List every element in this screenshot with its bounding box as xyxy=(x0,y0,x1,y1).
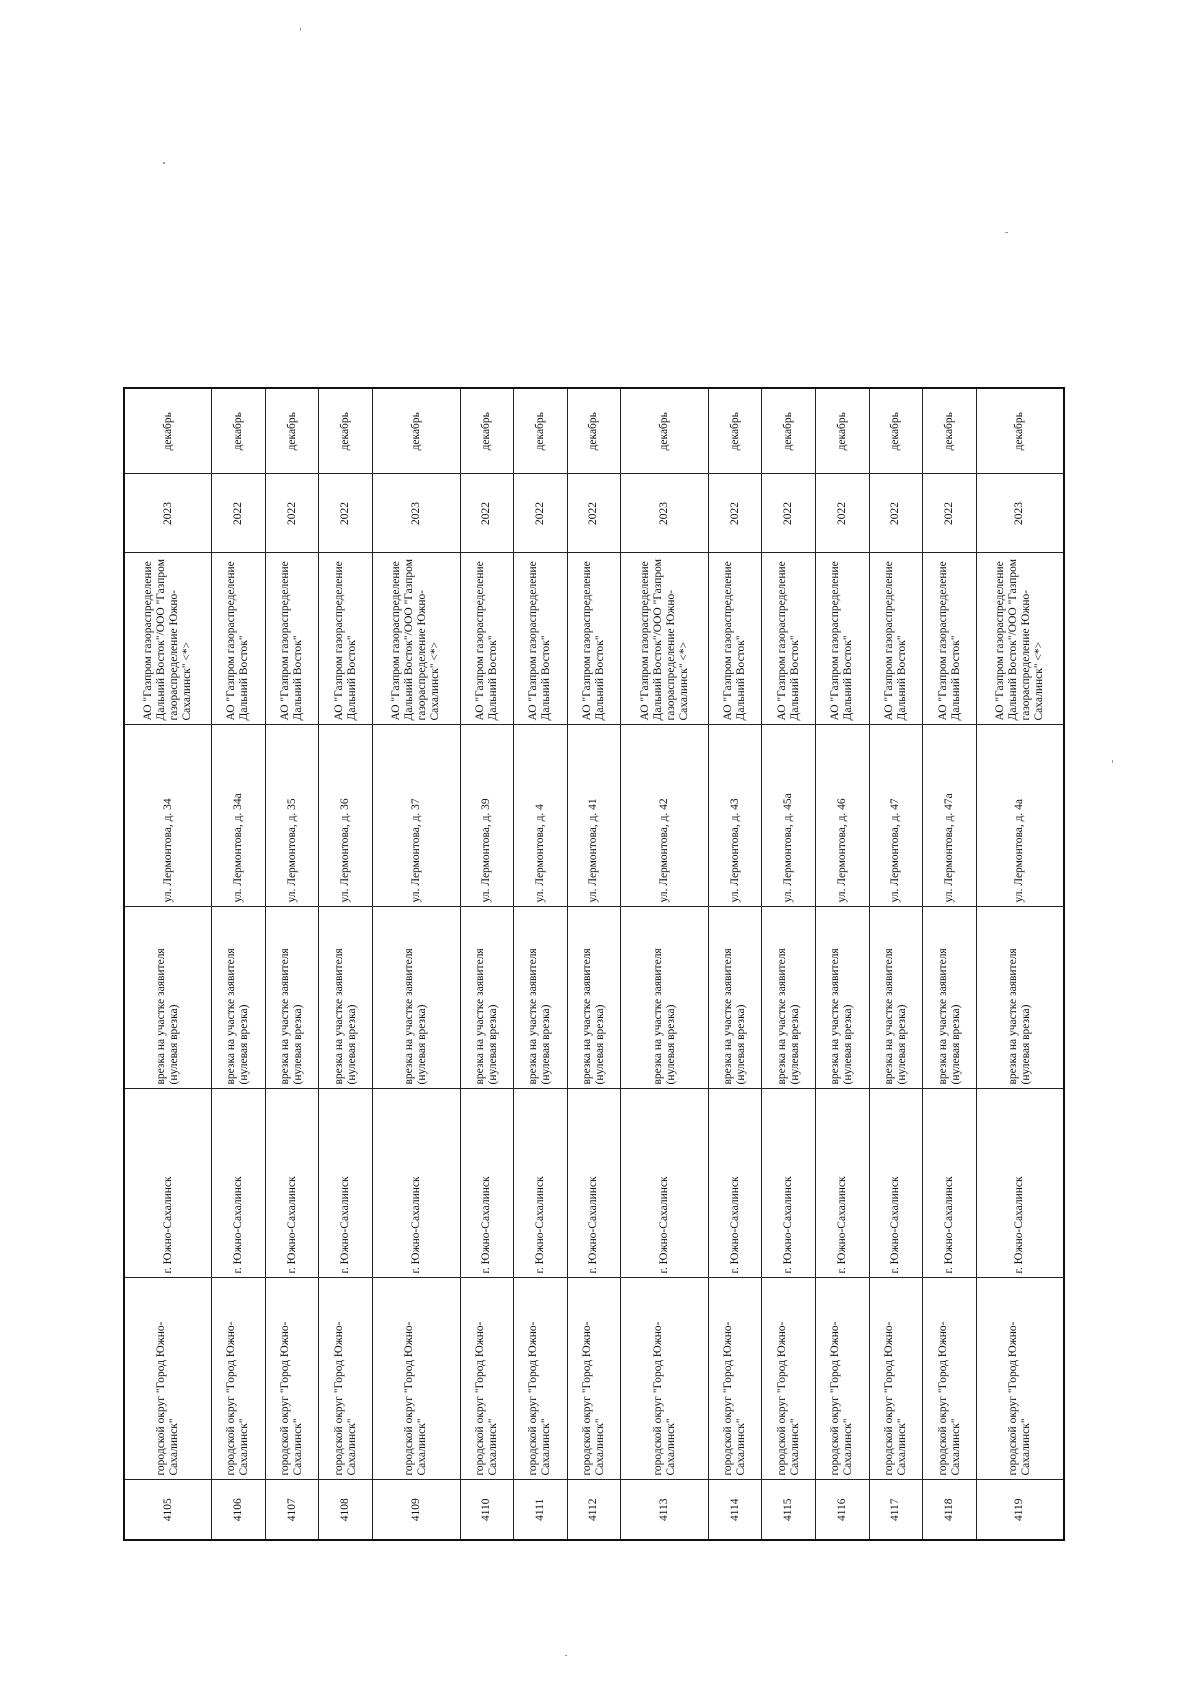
table-row xyxy=(923,388,977,1540)
district-cell: городской округ "Город Южно-Сахалинск" xyxy=(762,1278,816,1480)
month-cell: декабрь xyxy=(514,388,568,474)
connection-type-cell: врезка на участке заявителя (нулевая врезка) xyxy=(212,907,266,1089)
city-cell: г. Южно-Сахалинск xyxy=(816,1089,870,1278)
month-cell: декабрь xyxy=(124,388,212,474)
district-cell: городской округ "Город Южно-Сахалинск" xyxy=(816,1278,870,1480)
city-cell: г. Южно-Сахалинск xyxy=(869,1089,923,1278)
row-number: 4116 xyxy=(816,1480,870,1540)
year-cell: 2022 xyxy=(762,474,816,553)
address-cell: ул. Лермонтова, д. 36 xyxy=(319,725,373,907)
organization-cell: АО "Газпром газораспределение Дальний Восток" xyxy=(265,553,319,725)
table-row xyxy=(212,388,266,1540)
row-number: 4106 xyxy=(212,1480,266,1540)
address-cell: ул. Лермонтова, д. 45а xyxy=(762,725,816,907)
year-cell: 2022 xyxy=(816,474,870,553)
address-cell: ул. Лермонтова, д. 34а xyxy=(212,725,266,907)
organization-cell: АО "Газпром газораспределение Дальний Восток"/ООО "Газпром газораспределение Южно-Сахалинск" <*> xyxy=(372,553,460,725)
row-number: 4105 xyxy=(124,1480,212,1540)
city-cell: г. Южно-Сахалинск xyxy=(762,1089,816,1278)
district-cell: городской округ "Город Южно-Сахалинск" xyxy=(265,1278,319,1480)
month-cell: декабрь xyxy=(976,388,1064,474)
month-cell: декабрь xyxy=(923,388,977,474)
month-cell: декабрь xyxy=(460,388,514,474)
connection-type-cell: врезка на участке заявителя (нулевая врезка) xyxy=(621,907,709,1089)
city-cell: г. Южно-Сахалинск xyxy=(212,1089,266,1278)
connection-type-cell: врезка на участке заявителя (нулевая врезка) xyxy=(869,907,923,1089)
address-cell: ул. Лермонтова, д. 34 xyxy=(124,725,212,907)
organization-cell: АО "Газпром газораспределение Дальний Восток" xyxy=(816,553,870,725)
organization-cell: АО "Газпром газораспределение Дальний Восток" xyxy=(708,553,762,725)
year-cell: 2022 xyxy=(708,474,762,553)
row-number: 4111 xyxy=(514,1480,568,1540)
table-row xyxy=(460,388,514,1540)
connection-type-cell: врезка на участке заявителя (нулевая врезка) xyxy=(816,907,870,1089)
district-cell: городской округ "Город Южно-Сахалинск" xyxy=(319,1278,373,1480)
address-cell: ул. Лермонтова, д. 37 xyxy=(372,725,460,907)
table-row xyxy=(124,388,212,1540)
table-row xyxy=(976,388,1064,1540)
row-number: 4113 xyxy=(621,1480,709,1540)
organization-cell: АО "Газпром газораспределение Дальний Восток"/ООО "Газпром газораспределение Южно-Сахалинск" <*> xyxy=(621,553,709,725)
year-cell: 2023 xyxy=(124,474,212,553)
organization-cell: АО "Газпром газораспределение Дальний Восток"/ООО "Газпром газораспределение Южно-Сахалинск" <*> xyxy=(124,553,212,725)
row-number: 4109 xyxy=(372,1480,460,1540)
connection-type-cell: врезка на участке заявителя (нулевая врезка) xyxy=(976,907,1064,1089)
district-cell: городской округ "Город Южно-Сахалинск" xyxy=(976,1278,1064,1480)
district-cell: городской округ "Город Южно-Сахалинск" xyxy=(124,1278,212,1480)
month-cell: декабрь xyxy=(621,388,709,474)
address-cell: ул. Лермонтова, д. 41 xyxy=(567,725,621,907)
row-number: 4114 xyxy=(708,1480,762,1540)
connection-type-cell: врезка на участке заявителя (нулевая врезка) xyxy=(319,907,373,1089)
table-row xyxy=(372,388,460,1540)
scan-speck xyxy=(1005,232,1008,233)
table-row xyxy=(708,388,762,1540)
year-cell: 2022 xyxy=(460,474,514,553)
city-cell: г. Южно-Сахалинск xyxy=(923,1089,977,1278)
rotated-table-wrapper xyxy=(123,389,1065,1541)
city-cell: г. Южно-Сахалинск xyxy=(460,1089,514,1278)
year-cell: 2022 xyxy=(319,474,373,553)
table-row xyxy=(816,388,870,1540)
address-cell: ул. Лермонтова, д. 39 xyxy=(460,725,514,907)
scan-speck xyxy=(565,1655,567,1656)
city-cell: г. Южно-Сахалинск xyxy=(976,1089,1064,1278)
year-cell: 2023 xyxy=(621,474,709,553)
month-cell: декабрь xyxy=(816,388,870,474)
district-cell: городской округ "Город Южно-Сахалинск" xyxy=(869,1278,923,1480)
connection-type-cell: врезка на участке заявителя (нулевая врезка) xyxy=(762,907,816,1089)
connection-type-cell: врезка на участке заявителя (нулевая врезка) xyxy=(708,907,762,1089)
gasification-table xyxy=(123,387,1065,1541)
scan-speck xyxy=(1112,760,1113,763)
city-cell: г. Южно-Сахалинск xyxy=(124,1089,212,1278)
year-cell: 2022 xyxy=(869,474,923,553)
connection-type-cell: врезка на участке заявителя (нулевая врезка) xyxy=(265,907,319,1089)
organization-cell: АО "Газпром газораспределение Дальний Восток" xyxy=(923,553,977,725)
year-cell: 2022 xyxy=(212,474,266,553)
address-cell: ул. Лермонтова, д. 42 xyxy=(621,725,709,907)
table-row xyxy=(265,388,319,1540)
district-cell: городской округ "Город Южно-Сахалинск" xyxy=(621,1278,709,1480)
month-cell: декабрь xyxy=(708,388,762,474)
district-cell: городской округ "Город Южно-Сахалинск" xyxy=(567,1278,621,1480)
organization-cell: АО "Газпром газораспределение Дальний Восток" xyxy=(869,553,923,725)
row-number: 4115 xyxy=(762,1480,816,1540)
row-number: 4110 xyxy=(460,1480,514,1540)
district-cell: городской округ "Город Южно-Сахалинск" xyxy=(923,1278,977,1480)
connection-type-cell: врезка на участке заявителя (нулевая врезка) xyxy=(372,907,460,1089)
address-cell: ул. Лермонтова, д. 43 xyxy=(708,725,762,907)
month-cell: декабрь xyxy=(869,388,923,474)
district-cell: городской округ "Город Южно-Сахалинск" xyxy=(212,1278,266,1480)
year-cell: 2022 xyxy=(567,474,621,553)
organization-cell: АО "Газпром газораспределение Дальний Восток" xyxy=(567,553,621,725)
table-row xyxy=(514,388,568,1540)
month-cell: декабрь xyxy=(567,388,621,474)
scan-speck xyxy=(163,162,165,164)
connection-type-cell: врезка на участке заявителя (нулевая врезка) xyxy=(567,907,621,1089)
organization-cell: АО "Газпром газораспределение Дальний Восток" xyxy=(514,553,568,725)
connection-type-cell: врезка на участке заявителя (нулевая врезка) xyxy=(460,907,514,1089)
row-number: 4108 xyxy=(319,1480,373,1540)
city-cell: г. Южно-Сахалинск xyxy=(708,1089,762,1278)
row-number: 4118 xyxy=(923,1480,977,1540)
year-cell: 2022 xyxy=(923,474,977,553)
scan-speck xyxy=(300,28,301,31)
connection-type-cell: врезка на участке заявителя (нулевая врезка) xyxy=(124,907,212,1089)
month-cell: декабрь xyxy=(319,388,373,474)
organization-cell: АО "Газпром газораспределение Дальний Восток" xyxy=(762,553,816,725)
table-row xyxy=(319,388,373,1540)
city-cell: г. Южно-Сахалинск xyxy=(567,1089,621,1278)
organization-cell: АО "Газпром газораспределение Дальний Восток" xyxy=(212,553,266,725)
year-cell: 2022 xyxy=(514,474,568,553)
address-cell: ул. Лермонтова, д. 47а xyxy=(923,725,977,907)
district-cell: городской округ "Город Южно-Сахалинск" xyxy=(460,1278,514,1480)
district-cell: городской округ "Город Южно-Сахалинск" xyxy=(514,1278,568,1480)
row-number: 4107 xyxy=(265,1480,319,1540)
address-cell: ул. Лермонтова, д. 4а xyxy=(976,725,1064,907)
address-cell: ул. Лермонтова, д. 35 xyxy=(265,725,319,907)
row-number: 4117 xyxy=(869,1480,923,1540)
year-cell: 2023 xyxy=(372,474,460,553)
city-cell: г. Южно-Сахалинск xyxy=(319,1089,373,1278)
year-cell: 2022 xyxy=(265,474,319,553)
address-cell: ул. Лермонтова, д. 47 xyxy=(869,725,923,907)
month-cell: декабрь xyxy=(762,388,816,474)
address-cell: ул. Лермонтова, д. 46 xyxy=(816,725,870,907)
organization-cell: АО "Газпром газораспределение Дальний Восток" xyxy=(319,553,373,725)
row-number: 4112 xyxy=(567,1480,621,1540)
district-cell: городской округ "Город Южно-Сахалинск" xyxy=(708,1278,762,1480)
table-row xyxy=(567,388,621,1540)
table-body xyxy=(124,388,1064,1540)
table-row xyxy=(621,388,709,1540)
year-cell: 2023 xyxy=(976,474,1064,553)
connection-type-cell: врезка на участке заявителя (нулевая врезка) xyxy=(923,907,977,1089)
address-cell: ул. Лермонтова, д. 4 xyxy=(514,725,568,907)
month-cell: декабрь xyxy=(212,388,266,474)
month-cell: декабрь xyxy=(372,388,460,474)
organization-cell: АО "Газпром газораспределение Дальний Восток"/ООО "Газпром газораспределение Южно-Сахалинск" <*> xyxy=(976,553,1064,725)
month-cell: декабрь xyxy=(265,388,319,474)
city-cell: г. Южно-Сахалинск xyxy=(372,1089,460,1278)
district-cell: городской округ "Город Южно-Сахалинск" xyxy=(372,1278,460,1480)
row-number: 4119 xyxy=(976,1480,1064,1540)
city-cell: г. Южно-Сахалинск xyxy=(514,1089,568,1278)
city-cell: г. Южно-Сахалинск xyxy=(265,1089,319,1278)
table-row xyxy=(869,388,923,1540)
city-cell: г. Южно-Сахалинск xyxy=(621,1089,709,1278)
table-row xyxy=(762,388,816,1540)
connection-type-cell: врезка на участке заявителя (нулевая врезка) xyxy=(514,907,568,1089)
organization-cell: АО "Газпром газораспределение Дальний Восток" xyxy=(460,553,514,725)
